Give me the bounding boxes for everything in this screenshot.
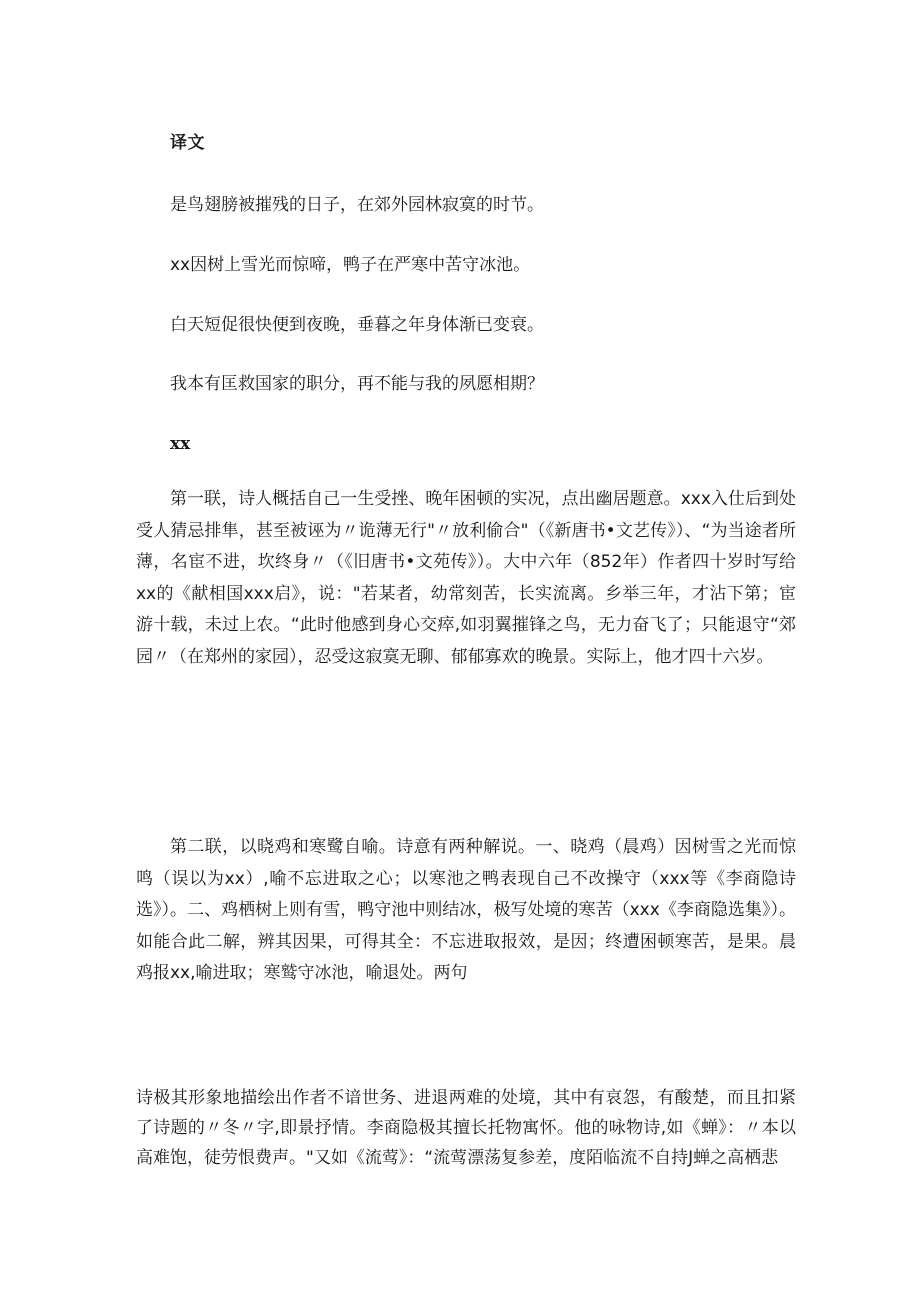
- translation-line-3: 白天短促很快便到夜晚，垂暮之年身体渐已变衰。: [170, 315, 544, 335]
- analysis-paragraph-3: 诗极其形象地描绘出作者不谙世务、进退两难的处境，其中有哀怨，有酸楚，而且扣紧了诗题的〃冬〃字,即景抒情。李商隐极其擅长托物寓怀。他的咏物诗,如《蝉》：〃本以高难饱，徒劳恨费声。"又如《流莺》：“流莺漂荡复参差，度陌临流不自持J蝉之高栖悲: [136, 1088, 796, 1168]
- translation-line-4: 我本有匡救国家的职分，再不能与我的夙愿相期？: [170, 374, 544, 394]
- translation-heading: 译文: [170, 133, 205, 153]
- analysis-heading: xx: [170, 434, 191, 454]
- analysis-paragraph-1: 第一联，诗人概括自己一生受挫、晚年困顿的实况，点出幽居题意。xxx入仕后到处受人猜忌排隼，甚至被诬为〃诡薄无行"〃放利偷合"（《新唐书•文艺传》）、“为当途者所薄，名宦不进，坎终身〃（《旧唐书•文苑传》）。大中六年（852年）作者四十岁时写给xx的《献相国xxx启》，说："若某者，幼常刻苦，长实流离。乡举三年，才沾下第；宦游十载，未过上农。“此时他感到身心交瘁,如羽翼摧锋之鸟，无力奋飞了；只能退守“郊园〃（在郑州的家园），忍受这寂寞无聊、郁郁寡欢的晚景。实际上，他才四十六岁。: [136, 489, 796, 667]
- analysis-paragraph-2: 第二联，以晓鸡和寒鹭自喻。诗意有两种解说。一、晓鸡（晨鸡）因树雪之光而惊鸣（误以为xx）,喻不忘进取之心；以寒池之鸭表现自己不改操守（xxx等《李商隐诗选》）。二、鸡栖树上则有雪，鸭守池中则结冰，极写处境的寒苦（xxx《李商隐选集》）。如能合此二解，辨其因果，可得其全：不忘进取报效，是因；终遭困顿寒苦，是果。晨鸡报xx,喻进取；寒鹫守冰池，喻退处。两句: [136, 837, 796, 983]
- translation-line-1: 是鸟翅膀被摧残的日子，在郊外园林寂寞的时节。: [170, 195, 544, 215]
- translation-line-2: xx因树上雪光而惊啼，鸭子在严寒中苦守冰池。: [170, 255, 531, 275]
